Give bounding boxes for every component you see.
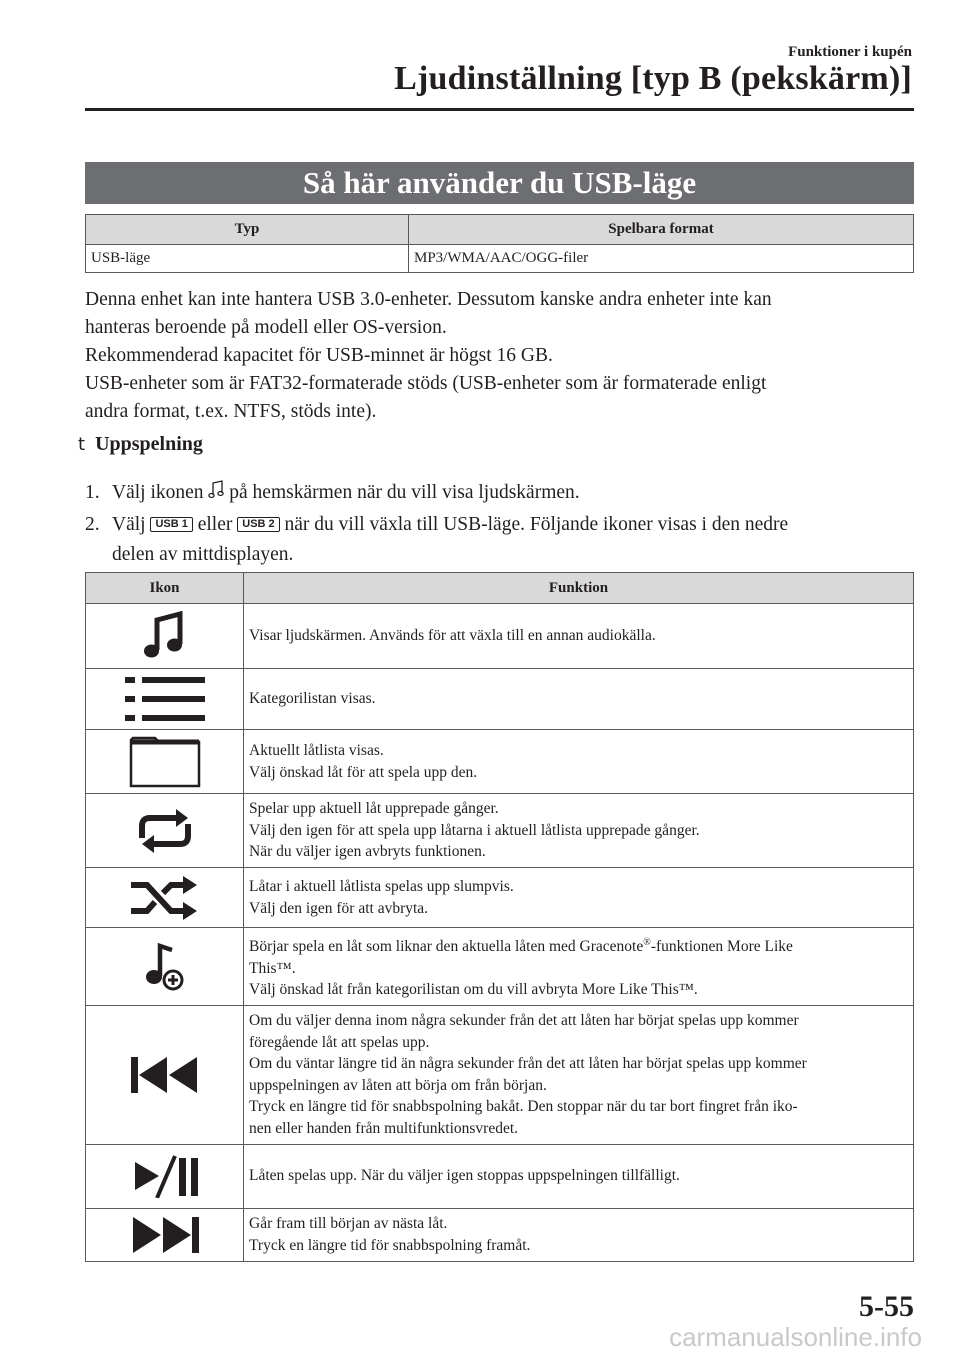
step-text: Välj [112,514,146,535]
function-description [244,928,914,1006]
music-note-icon [208,480,224,510]
table-row [86,604,914,669]
intro-line: Denna enhet kan inte hantera USB 3.0-enheter. Dessutom kanske andra enheter inte kan [85,289,772,310]
description-line: Spelar upp aktuell låt upprepade gånger. [249,800,499,818]
category-list-icon [86,669,244,730]
section-banner: Så här använder du USB-läge [85,162,914,204]
description-line: Tryck en längre tid för snabbspolning bakåt. Den stoppar när du tar bort fingret från iko- [249,1098,798,1116]
table-row [86,730,914,794]
step-number: 2. [85,514,100,535]
more-like-this-icon [86,928,244,1006]
folder-icon [86,730,244,794]
icon-table-header-function: Funktion [244,573,914,604]
description-line: Välj den igen för att spela upp låtarna i aktuell låtlista upprepade gånger. [249,821,700,839]
function-description [244,1208,914,1261]
music-note-icon [86,604,244,669]
table-row [86,928,914,1006]
description-line: Om du väljer denna inom några sekunder från det att låten har börjat spelas upp kommer [249,1012,799,1030]
function-description [244,604,914,669]
function-description [244,730,914,794]
function-description [244,794,914,868]
description-line: Aktuellt låtlista visas. [249,742,384,759]
step-number: 1. [85,482,100,503]
table-row [86,868,914,928]
function-description [244,868,914,928]
format-table-header-type: Typ [86,215,409,245]
icon-table [85,572,914,1262]
format-table-header-formats: Spelbara format [409,215,914,245]
format-table [85,214,914,273]
usb2-key: USB 2 [237,517,279,532]
intro-line: hanteras beroende på modell eller OS-version. [85,317,447,338]
step-1 [85,478,914,510]
usb1-key: USB 1 [150,517,192,532]
description-line: Välj den igen för att avbryta. [249,899,429,917]
description-line: Välj önskad låt från kategorilistan om du vill avbryta More Like This™. [249,981,698,999]
description-line: föregående låt att spelas upp. [249,1033,430,1051]
description-line: Om du väntar längre tid än några sekunder från det att låten har börjat spelas upp kommer [249,1055,807,1073]
description-line: This™. [249,959,296,977]
table-row [86,669,914,730]
description-line: uppspelningen av låten att börja om från början. [249,1076,547,1094]
steps-list [85,478,914,570]
step-text: på hemskärmen när du vill visa ljudskärmen. [229,482,580,503]
function-description [244,669,914,730]
repeat-icon [86,794,244,868]
function-description [244,1005,914,1144]
description-line: Går fram till början av nästa låt. [249,1215,448,1233]
shuffle-icon [86,868,244,928]
description-line: Börjar spela en låt som liknar den aktuella låten med Gracenote®-funktionen More Like [249,937,793,956]
description-line: Låten spelas upp. När du väljer igen stoppas uppspelningen tillfälligt. [249,1167,680,1185]
description-line: Visar ljudskärmen. Används för att växla till en annan audiokälla. [249,627,656,645]
play-pause-icon [86,1144,244,1208]
table-row [86,1144,914,1208]
step-text: delen av mittdisplayen. [112,544,294,565]
intro-paragraph [85,286,914,426]
intro-line: andra format, t.ex. NTFS, stöds inte). [85,401,377,422]
table-row [86,1208,914,1261]
format-table-cell-formats: MP3/WMA/AAC/OGG-filer [409,245,914,273]
intro-line: USB-enheter som är FAT32-formaterade stöds (USB-enheter som är formaterade enligt [85,373,767,394]
subheading [78,433,203,456]
page-number: 5-55 [859,1290,914,1323]
previous-track-icon [86,1005,244,1144]
step-text: eller [197,514,233,535]
table-row [86,245,914,273]
description-line: När du väljer igen avbryts funktionen. [249,843,486,861]
subheading-bullet: t [78,434,86,455]
description-line: Låtar i aktuell låtlista spelas upp slumpvis. [249,878,514,895]
step-text: när du vill växla till USB-läge. Följande ikoner visas i den nedre [284,514,789,535]
page-title: Ljudinställning [typ B (pekskärm)] [394,60,912,97]
section-label: Funktioner i kupén [788,44,912,60]
subheading-text: Uppspelning [95,433,203,455]
step-2 [85,510,914,570]
intro-line: Rekommenderad kapacitet för USB-minnet är högst 16 GB. [85,345,553,366]
description-line: Tryck en längre tid för snabbspolning framåt. [249,1236,531,1254]
description-line: nen eller handen från multifunktionsvredet. [249,1119,519,1137]
table-row [86,1005,914,1144]
icon-table-header-icon: Ikon [86,573,244,604]
table-row [86,794,914,868]
format-table-cell-type: USB-läge [86,245,409,273]
header-rule [85,108,914,111]
description-line: Välj önskad låt för att spela upp den. [249,763,478,781]
watermark: carmanualsonline.info [669,1322,922,1352]
description-line: Kategorilistan visas. [249,690,376,708]
function-description [244,1144,914,1208]
step-text: Välj ikonen [112,482,204,503]
next-track-icon [86,1208,244,1261]
